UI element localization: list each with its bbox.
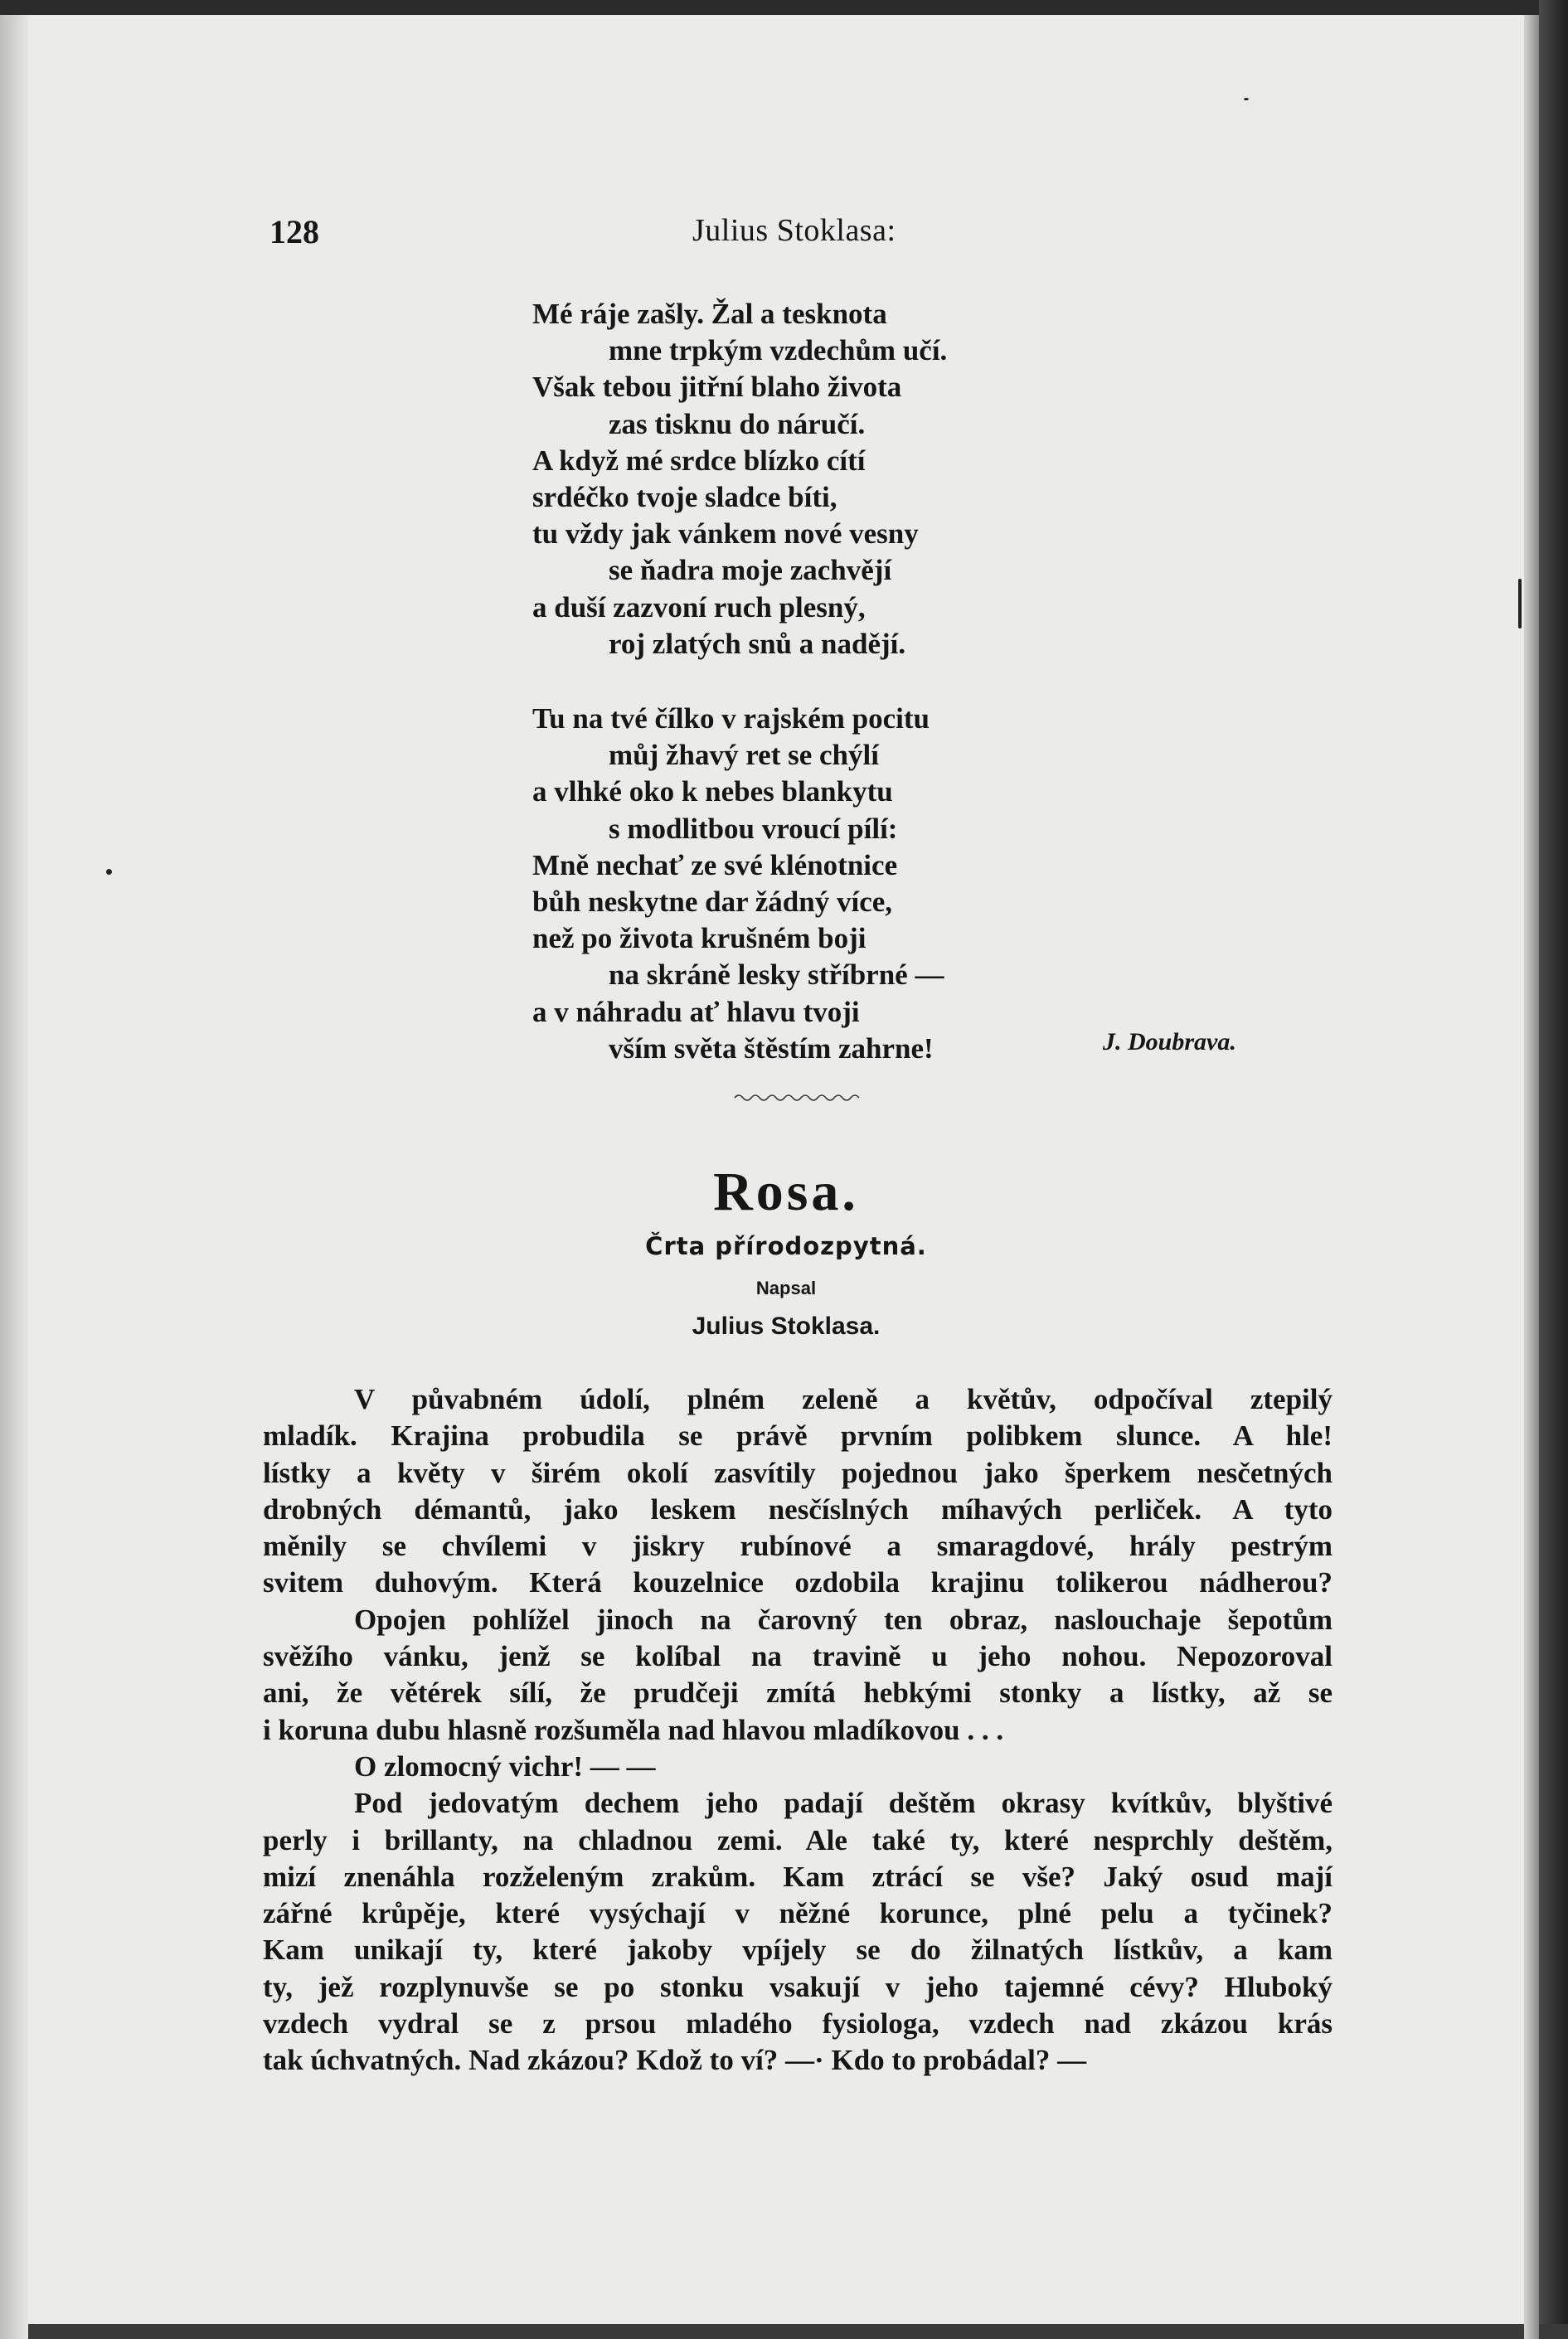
article-author: Julius Stoklasa. (692, 1313, 881, 1340)
poem-line: zas tisknu do náručí. (609, 407, 866, 440)
poem-line: než po života krušném boji (532, 922, 867, 955)
poem-author-signature: J. Doubrava. (1103, 1028, 1236, 1055)
text-line: svěžího vánku, jenž se kolíbal na travině u jeho nohou. Nepozoroval (263, 1640, 1333, 1673)
text-line: svitem duhovým. Která kouzelnice ozdobila krajinu tolikerou nádherou? (263, 1566, 1333, 1599)
poem-line: vším světa štěstím zahrne! (609, 1031, 934, 1065)
poem-line: Mně nechať ze své klénotnice (532, 848, 898, 881)
poem-line: mne trpkým vzdechům učí. (609, 334, 948, 367)
poem-line: na skráně lesky stříbrné — (609, 958, 944, 992)
text-line: měnily se chvílemi v jiskry rubínové a smaragdové, hrály pestrým (263, 1530, 1333, 1563)
text-line: tak úchvatných. Nad zkázou? Kdož to ví? —· Kdo to probádal? — (263, 2044, 1087, 2077)
poem-line: Tu na tvé čílko v rajském pocitu (532, 702, 930, 735)
article-subtitle: Črta přírodozpytná. (645, 1232, 927, 1260)
print-speck (106, 869, 112, 875)
text-line: V půvabném údolí, plném zeleně a květův, odpočíval ztepilý (354, 1383, 1333, 1415)
text-line: perly i brillanty, na chladnou zemi. Ale také ty, které nesprchly deštěm, (263, 1823, 1333, 1856)
text-line: i koruna dubu hlasně rozšuměla nad hlavou mladíkovou . . . (263, 1713, 1004, 1746)
poem-line: a v náhradu ať hlavu tvoji (532, 995, 860, 1028)
text-line: mizí znenáhla rozželeným zrakům. Kam ztrácí se vše? Jaký osud mají (263, 1860, 1333, 1893)
poem (532, 296, 1146, 1067)
print-speck (1518, 579, 1522, 628)
stanza-break (532, 662, 1146, 701)
poem-line: Však tebou jitřní blaho života (532, 371, 902, 404)
poem-line: a vlhké oko k nebes blankytu (532, 775, 893, 808)
text-line: drobných démantů, jako leskem nesčíslných míhavých perliček. A tyto (263, 1492, 1333, 1526)
text-line: Opojen pohlížel jinoch na čarovný ten obraz, naslouchaje šepotům (354, 1603, 1333, 1636)
article-title: Rosa. (713, 1162, 859, 1222)
poem-line: se ňadra moje zachvějí (609, 554, 892, 587)
poem-line: Mé ráje zašly. Žal a tesknota (532, 298, 887, 330)
poem-line: s modlitbou vroucí pílí: (609, 812, 898, 845)
text-line: zářné krůpěje, které vysýchají v něžné korunce, plné pelu a tyčinek? (263, 1897, 1333, 1930)
poem-line: můj žhavý ret se chýlí (609, 739, 879, 772)
page-header (269, 212, 1331, 262)
article-body (263, 1381, 1333, 2079)
poem-line: tu vždy jak vánkem nové vesny (532, 517, 919, 551)
page-number: 128 (269, 213, 319, 250)
author-label: Napsal (755, 1278, 817, 1298)
ornamental-divider (733, 1091, 866, 1103)
poem-line: roj zlatých snů a nadějí. (609, 627, 906, 660)
print-speck (1244, 98, 1249, 100)
poem-line: srdéčko tvoje sladce bíti, (532, 481, 837, 514)
text-line: Pod jedovatým dechem jeho padají deštěm okrasy kvítkův, blyštivé (354, 1787, 1333, 1820)
text-line: ty, jež rozplynuvše se po stonku vsakují v jeho tajemné cévy? Hluboký (263, 1970, 1333, 2003)
text-line: vzdech vydral se z prsou mladého fysiologa, vzdech nad zkázou krás (263, 2007, 1333, 2041)
text-line: lístky a květy v širém okolí zasvítily pojednou jako šperkem nesčetných (263, 1456, 1333, 1489)
text-line: Kam unikají ty, které jakoby vpíjely se do žilnatých lístkův, a kam (263, 1934, 1333, 1967)
poem-line: A když mé srdce blízko cítí (532, 444, 866, 477)
poem-line: bůh neskytne dar žádný více, (532, 886, 893, 919)
running-head: Julius Stoklasa: (692, 213, 896, 248)
poem-line: a duší zazvoní ruch plesný, (532, 590, 866, 624)
text-line: mladík. Krajina probudila se právě prvním polibkem slunce. A hle! (263, 1419, 1333, 1453)
text-line: O zlomocný vichr! — — (354, 1749, 656, 1783)
text-line: ani, že větérek sílí, že prudčeji zmítá hebkými stonky a lístky, až se (263, 1677, 1333, 1710)
binding-shadow (1539, 0, 1568, 2324)
